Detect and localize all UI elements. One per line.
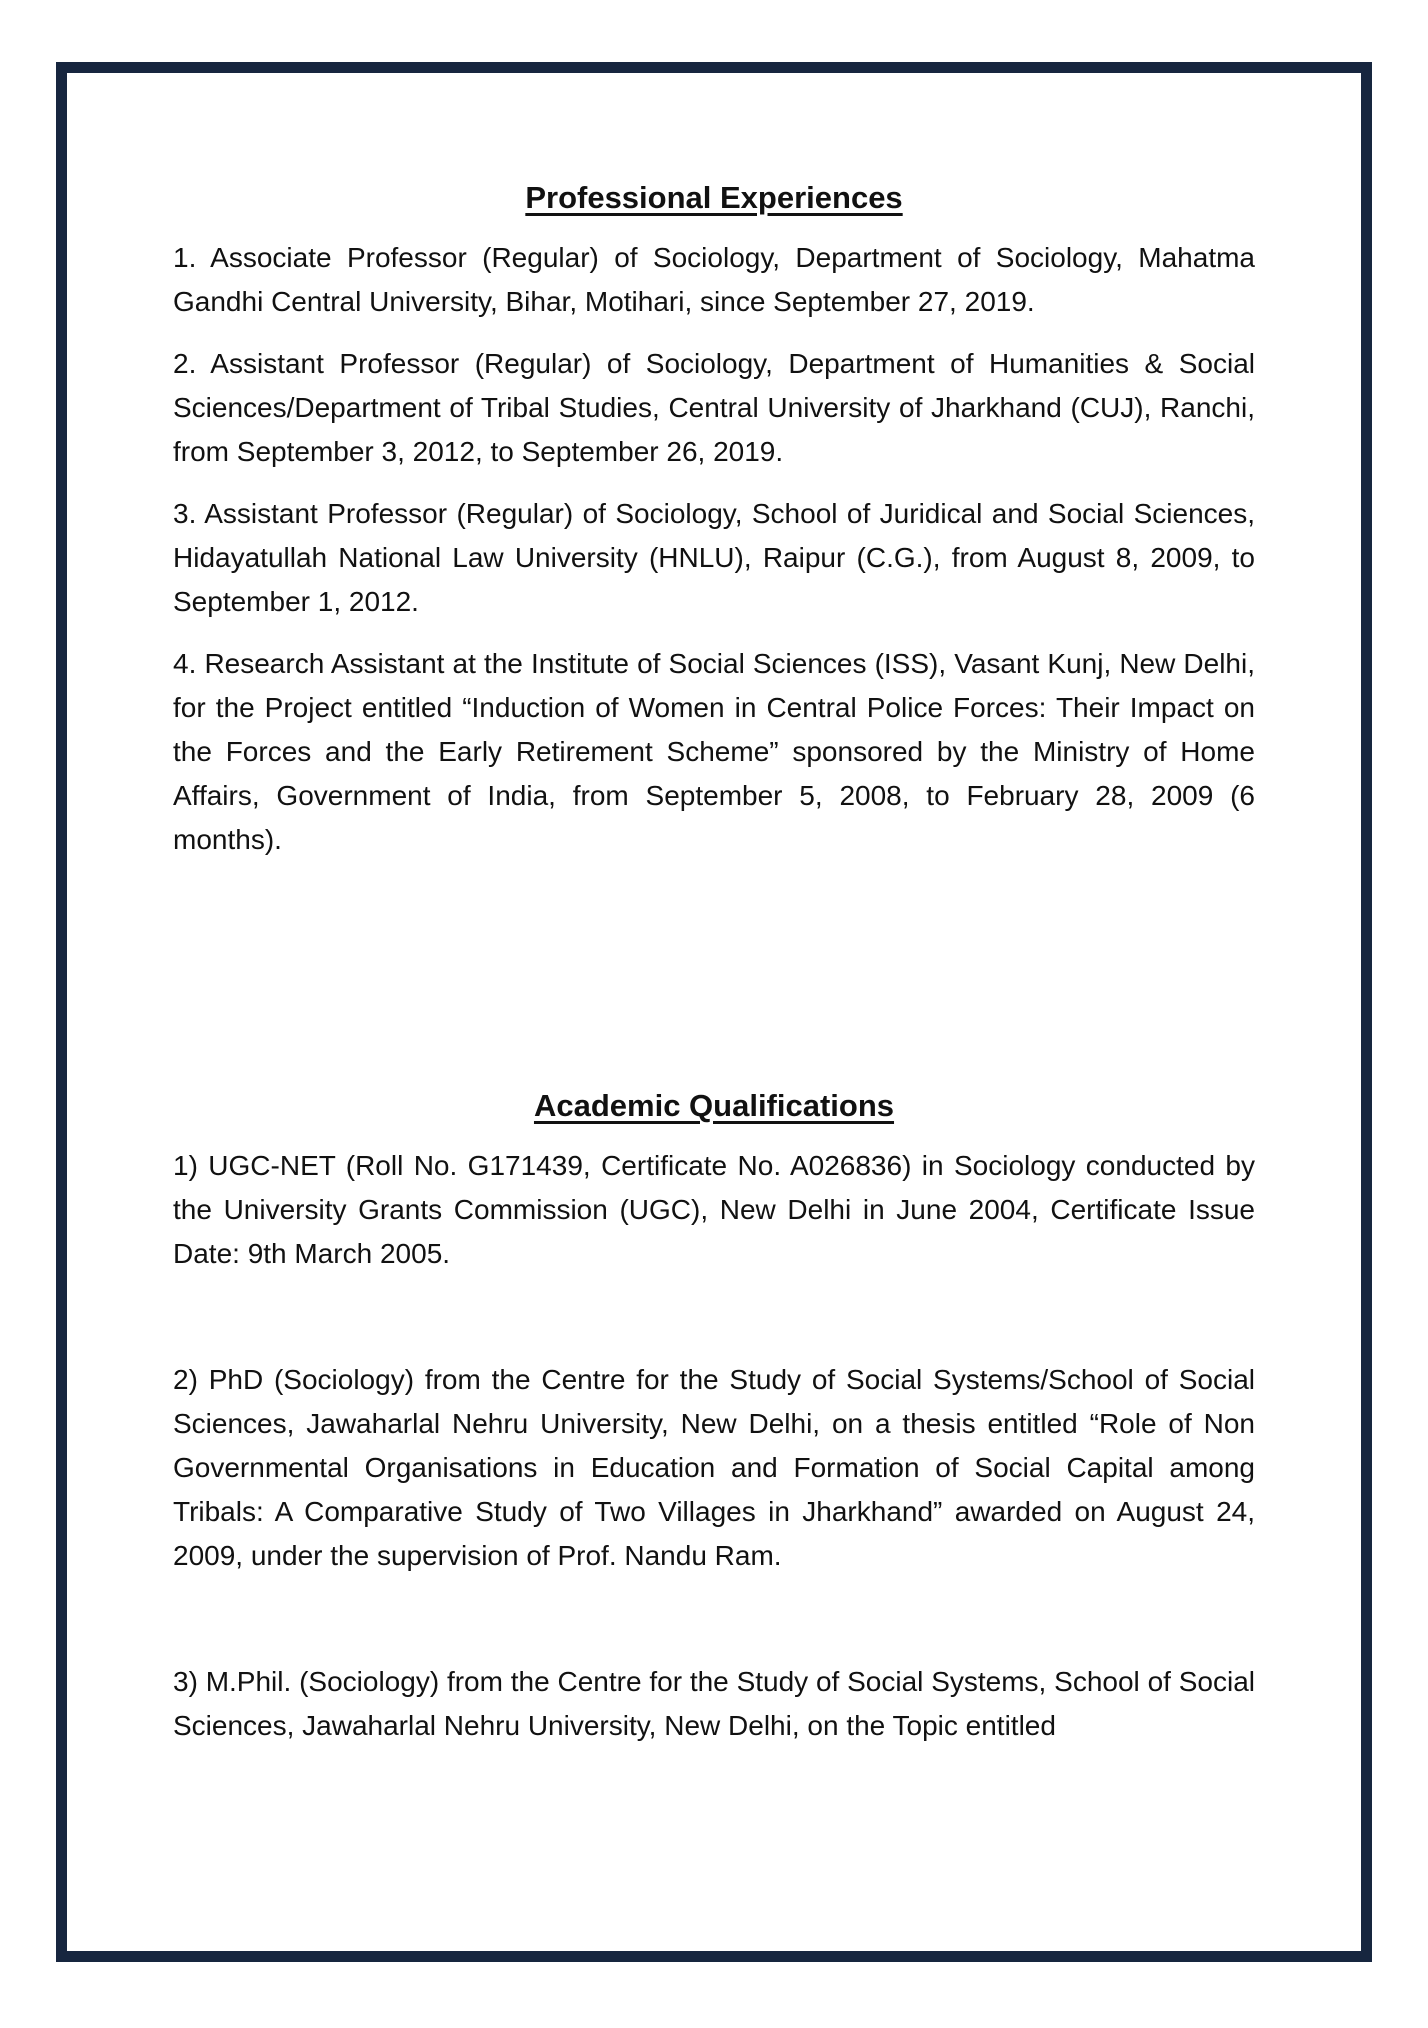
professional-experiences-heading: Professional Experiences bbox=[525, 180, 903, 215]
qualification-item: 2) PhD (Sociology) from the Centre for the Study of Social Systems/School of Social Sciences, Jawaharlal Nehru University, New Delhi, on a thesis entitled “Role of Non Governmental Organisations in Education and Formation of Social Capital among Tribals: A Comparative Study of Two Villages in Jharkhand” awarded on August 24, 2009, under the supervision of Prof. Nandu Ram. bbox=[173, 1364, 1255, 1571]
qualification-item: 1) UGC-NET (Roll No. G171439, Certificate No. A026836) in Sociology conducted by the University Grants Commission (UGC), New Delhi in June 2004, Certificate Issue Date: 9th March 2005. bbox=[173, 1150, 1255, 1269]
experience-item: 3. Assistant Professor (Regular) of Sociology, School of Juridical and Social Sciences, Hidayatullah National Law University (HNLU), Raipur (C.G.), from August 8, 2009, to September 1, 2012. bbox=[173, 498, 1255, 617]
paragraph-spacer bbox=[173, 1294, 1255, 1358]
academic-qualifications-heading: Academic Qualifications bbox=[533, 1088, 895, 1123]
section-spacer bbox=[173, 880, 1255, 1084]
document-body bbox=[173, 176, 1255, 1766]
experience-item: 4. Research Assistant at the Institute of Social Sciences (ISS), Vasant Kunj, New Delhi, for the Project entitled “Induction of Women in Central Police Forces: Their Impact on the Forces and the Early Retirement Scheme” sponsored by the Ministry of Home Affairs, Government of India, from September 5, 2008, to February 28, 2009 (6 months). bbox=[173, 648, 1255, 855]
experience-item: 1. Associate Professor (Regular) of Sociology, Department of Sociology, Mahatma Gandhi Central University, Bihar, Motihari, since September 27, 2019. bbox=[173, 242, 1255, 317]
qualification-item: 3) M.Phil. (Sociology) from the Centre for the Study of Social Systems, School of Social Sciences, Jawaharlal Nehru University, New Delhi, on the Topic entitled bbox=[173, 1666, 1255, 1741]
paragraph-spacer bbox=[173, 1596, 1255, 1660]
experience-item: 2. Assistant Professor (Regular) of Sociology, Department of Humanities & Social Sciences/Department of Tribal Studies, Central University of Jharkhand (CUJ), Ranchi, from September 3, 2012, to September 26, 2019. bbox=[173, 348, 1255, 467]
